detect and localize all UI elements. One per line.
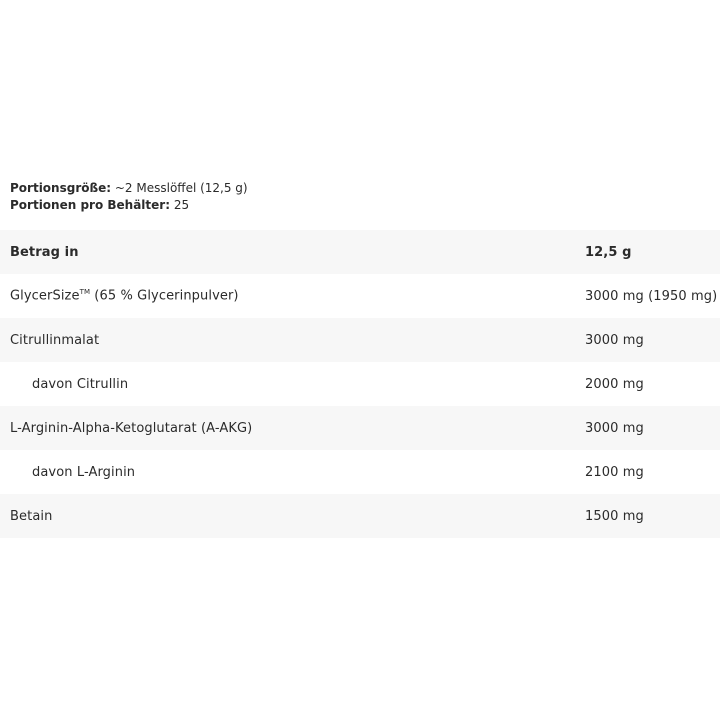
table-row	[0, 494, 720, 538]
servings-per-container-label: Portionen pro Behälter:	[10, 198, 171, 212]
serving-size-label: Portionsgröße:	[10, 181, 112, 195]
ingredient-amount: 3000 mg	[585, 420, 644, 436]
serving-info	[10, 180, 248, 214]
serving-size-line	[10, 180, 248, 197]
header-amount: 12,5 g	[585, 244, 632, 260]
table-row	[0, 406, 720, 450]
header-name: Betrag in	[10, 244, 79, 260]
table-row	[0, 318, 720, 362]
ingredient-name: Citrullinmalat	[10, 332, 100, 348]
table-row	[0, 274, 720, 318]
ingredient-amount: 1500 mg	[585, 508, 644, 524]
ingredient-amount: 2100 mg	[585, 464, 644, 480]
ingredient-amount: 3000 mg (1950 mg)	[585, 288, 718, 304]
ingredient-name: davon Citrullin	[32, 376, 129, 392]
ingredient-name: GlycerSize™ (65 % Glycerinpulver)	[10, 288, 239, 304]
ingredient-name: L-Arginin-Alpha-Ketoglutarat (A-AKG)	[10, 420, 253, 436]
table-header-row	[0, 230, 720, 274]
ingredient-name: davon L-Arginin	[32, 464, 136, 480]
table-row	[0, 362, 720, 406]
nutrition-table	[0, 230, 720, 538]
table-row	[0, 450, 720, 494]
serving-size-value: ~2 Messlöffel (12,5 g)	[111, 181, 248, 195]
servings-per-container-value: 25	[170, 198, 190, 212]
ingredient-amount: 3000 mg	[585, 332, 644, 348]
servings-per-container-line	[10, 197, 248, 214]
ingredient-amount: 2000 mg	[585, 376, 644, 392]
ingredient-name: Betain	[10, 508, 53, 524]
